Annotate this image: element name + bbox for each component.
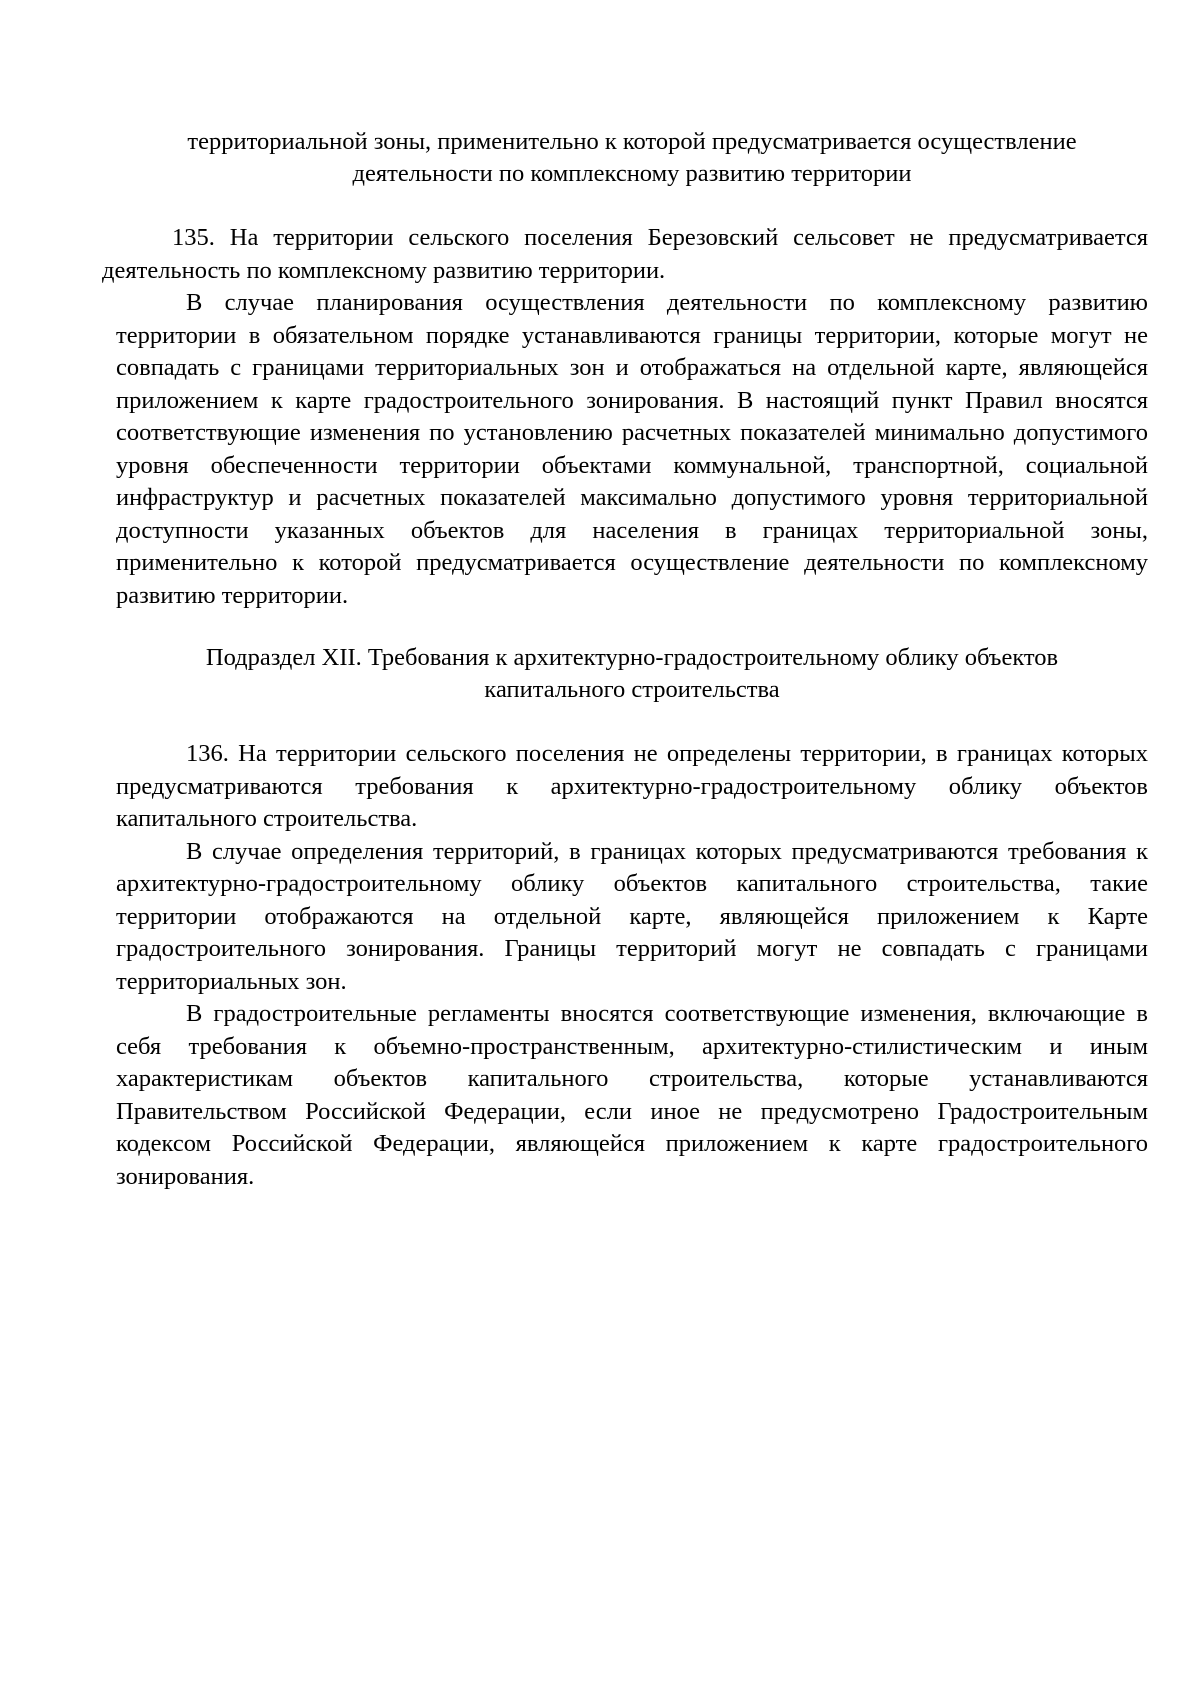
subsection-xii-heading-line-1: Подраздел XII. Требования к архитектурно-градостроительному облику объектов [205, 644, 1059, 671]
paragraph-135-1: 135. На территории сельского поселения Березовский сельсовет не предусматривается деятельность по комплексному развитию территории. [102, 224, 1148, 284]
heading-continuation-line-1: территориальной зоны, применительно к которой предусматривается осуществление [187, 128, 1077, 155]
paragraph-136-2: В случае определения территорий, в границах которых предусматриваются требования к архитектурно-градостроительному облику объектов капитального строительства, такие территории отображаются на отдельной карте, являющейся приложением к Карте градостроительного зонирования. Границы территорий могут не совпадать с границами территориальных зон. [116, 837, 1148, 995]
heading-continuation-line-2: деятельности по комплексному развитию территории [352, 160, 912, 187]
heading-continuation [116, 126, 1148, 190]
paragraph-136-3: В градостроительные регламенты вносятся соответствующие изменения, включающие в себя требования к объемно-пространственным, архитектурно-стилистическим и иным характеристикам объектов капитального строительства, которые устанавливаются Правительством Российской Федерации, если иное не предусмотрено Градостроительным кодексом Российской Федерации, являющейся приложением к карте градостроительного зонирования. [116, 1000, 1148, 1190]
subsection-xii-heading [116, 642, 1148, 706]
subsection-xii-heading-line-2: капитального строительства [484, 676, 780, 703]
paragraph-136-1: 136. На территории сельского поселения не определены территории, в границах которых предусматриваются требования к архитектурно-градостроительному облику объектов капитального строительства. [116, 740, 1148, 832]
document-page [102, 126, 1148, 1193]
paragraph-135-2: В случае планирования осуществления деятельности по комплексному развитию территории в обязательном порядке устанавливаются границы территории, которые могут не совпадать с границами территориальных зон и отображаться на отдельной карте, являющейся приложением к карте градостроительного зонирования. В настоящий пункт Правил вносятся соответствующие изменения по установлению расчетных показателей минимально допустимого уровня обеспеченности территории объектами коммунальной, транспортной, социальной инфраструктур и расчетных показателей максимально допустимого уровня территориальной доступности указанных объектов для населения в границах территориальной зоны, применительно к которой предусматривается осуществление деятельности по комплексному развитию территории. [116, 289, 1148, 609]
